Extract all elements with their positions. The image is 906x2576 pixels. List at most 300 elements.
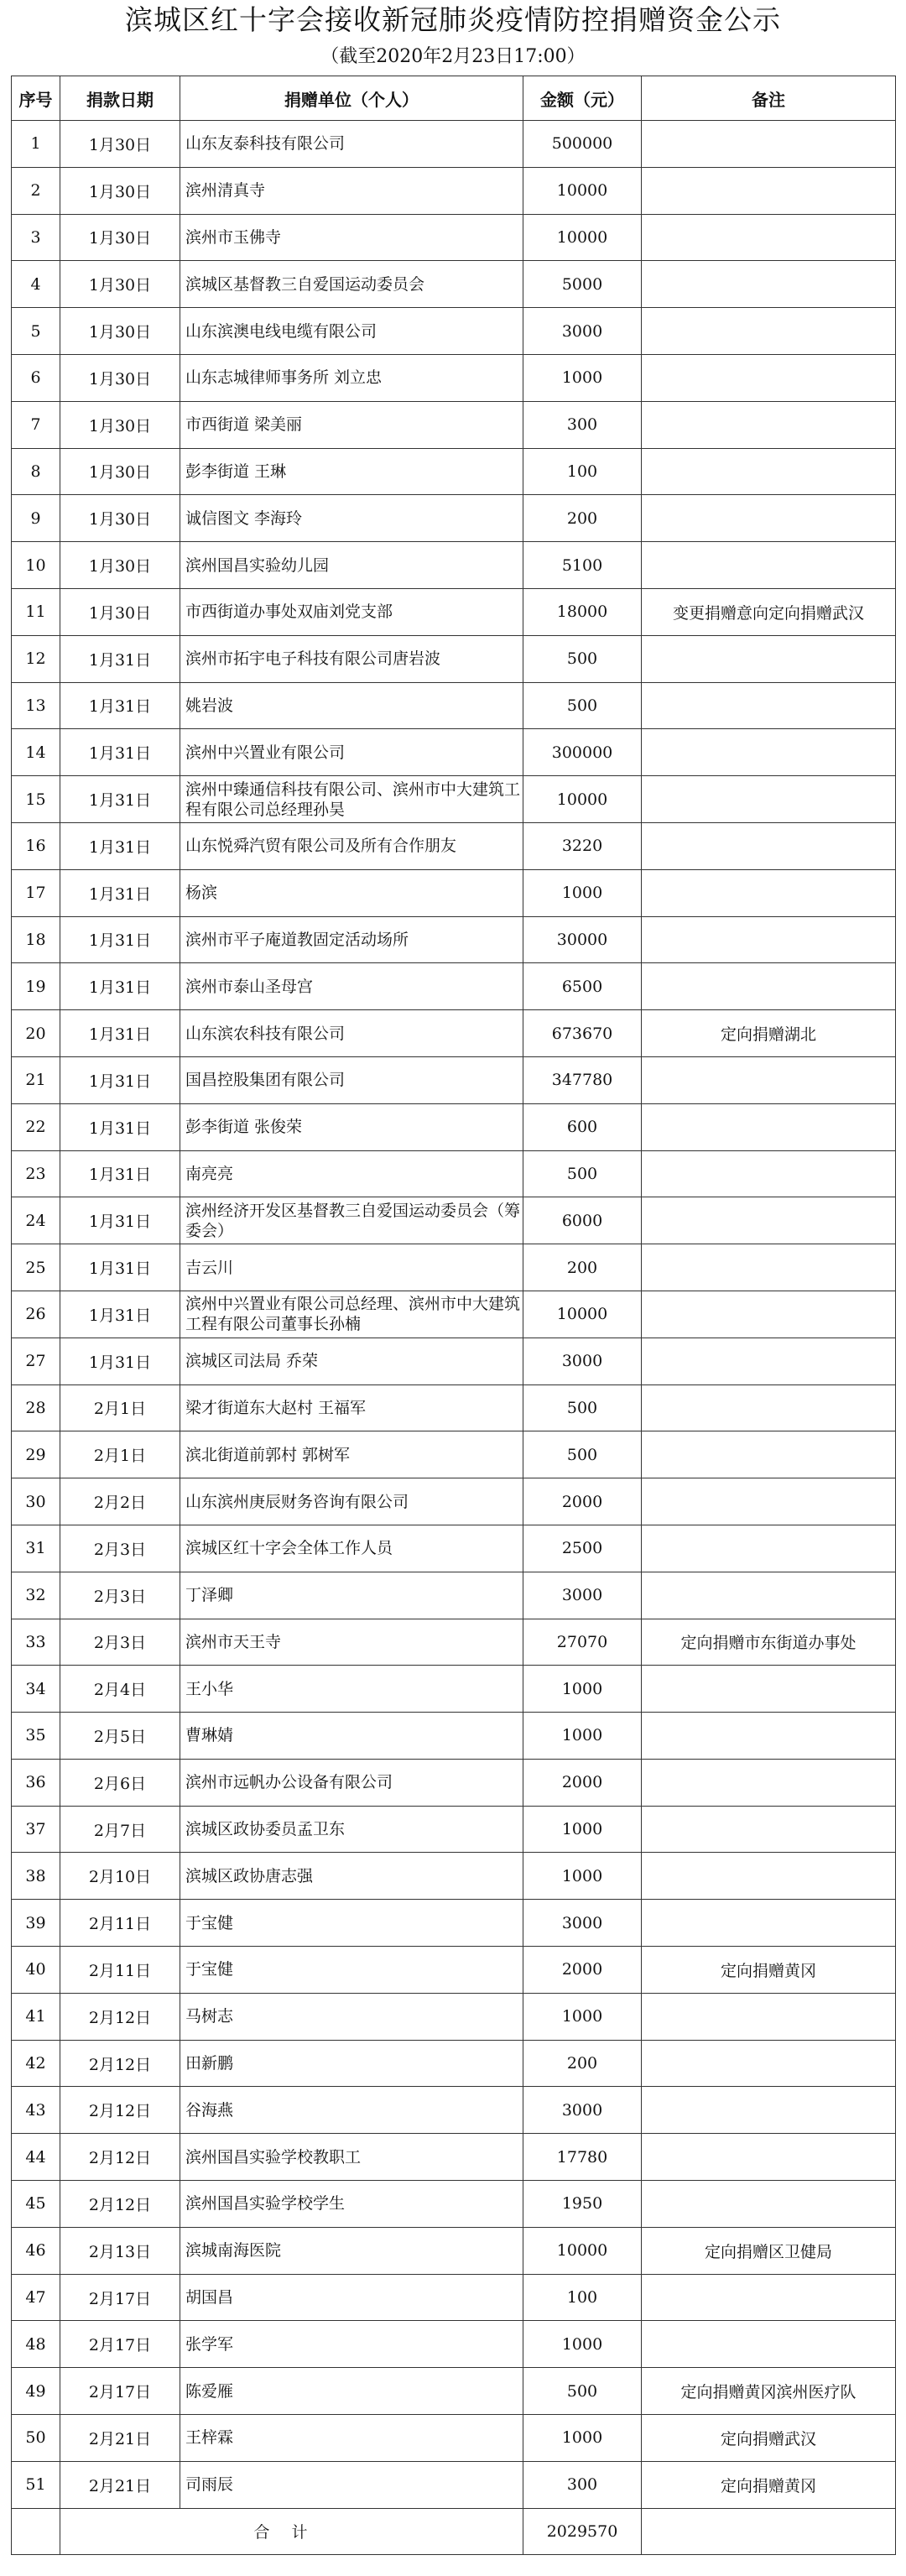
- cell-donor: 南亮亮: [180, 1150, 523, 1197]
- cell-donor: 滨州市玉佛寺: [180, 214, 523, 261]
- cell-amount: 2500: [523, 1525, 642, 1572]
- table-row: [12, 1619, 896, 1666]
- cell-amount: 200: [523, 495, 642, 542]
- table-row: [12, 2087, 896, 2134]
- cell-date: 1月30日: [60, 354, 180, 401]
- cell-donor: 马树志: [180, 1993, 523, 2040]
- cell-date: 2月17日: [60, 2274, 180, 2321]
- total-label: 合计: [60, 2508, 523, 2554]
- table-row: [12, 1197, 896, 1244]
- table-row: [12, 1244, 896, 1291]
- cell-no: 35: [12, 1713, 60, 1760]
- cell-no: 43: [12, 2087, 60, 2134]
- donation-table: [11, 76, 896, 2555]
- table-row: [12, 121, 896, 168]
- cell-date: 1月31日: [60, 869, 180, 916]
- cell-donor: 张学军: [180, 2321, 523, 2368]
- cell-no: 46: [12, 2227, 60, 2274]
- cell-note: [642, 822, 896, 869]
- cell-date: 2月21日: [60, 2415, 180, 2462]
- cell-donor: 吉云川: [180, 1244, 523, 1291]
- cell-date: 2月6日: [60, 1759, 180, 1806]
- cell-note: [642, 963, 896, 1010]
- cell-amount: 500: [523, 1431, 642, 1478]
- cell-note: 定向捐赠湖北: [642, 1010, 896, 1057]
- cell-date: 1月31日: [60, 1244, 180, 1291]
- cell-note: [642, 635, 896, 682]
- table-row: [12, 1759, 896, 1806]
- table-row: [12, 1478, 896, 1525]
- cell-amount: 200: [523, 1244, 642, 1291]
- cell-no: 44: [12, 2134, 60, 2181]
- cell-no: 32: [12, 1572, 60, 1619]
- table-row: [12, 2415, 896, 2462]
- cell-donor: 谷海燕: [180, 2087, 523, 2134]
- cell-amount: 2000: [523, 1947, 642, 1994]
- cell-no: 27: [12, 1338, 60, 1384]
- cell-no: 24: [12, 1197, 60, 1244]
- cell-amount: 500: [523, 1384, 642, 1431]
- cell-no: 3: [12, 214, 60, 261]
- cell-donor: 滨城南海医院: [180, 2227, 523, 2274]
- cell-note: 定向捐赠黄冈: [642, 1947, 896, 1994]
- cell-donor: 滨城区政协委员孟卫东: [180, 1806, 523, 1853]
- cell-note: [642, 1993, 896, 2040]
- cell-donor: 滨城区基督教三自爱国运动委员会: [180, 261, 523, 308]
- cell-date: 1月31日: [60, 1010, 180, 1057]
- cell-note: [642, 2321, 896, 2368]
- cell-date: 1月30日: [60, 542, 180, 589]
- cell-note: [642, 1853, 896, 1900]
- cell-note: [642, 448, 896, 495]
- cell-no: 31: [12, 1525, 60, 1572]
- table-row: [12, 354, 896, 401]
- cell-amount: 30000: [523, 916, 642, 963]
- table-row: [12, 2227, 896, 2274]
- cell-date: 2月12日: [60, 2181, 180, 2228]
- total-spacer: [12, 2508, 60, 2554]
- cell-amount: 500: [523, 682, 642, 729]
- cell-donor: 滨城区红十字会全体工作人员: [180, 1525, 523, 1572]
- cell-donor: 滨州市平子庵道教固定活动场所: [180, 916, 523, 963]
- cell-donor: 滨州国昌实验学校学生: [180, 2181, 523, 2228]
- cell-amount: 1000: [523, 1993, 642, 2040]
- cell-donor: 市西街道 梁美丽: [180, 401, 523, 448]
- cell-donor: 山东志城律师事务所 刘立忠: [180, 354, 523, 401]
- cell-note: [642, 214, 896, 261]
- cell-no: 9: [12, 495, 60, 542]
- cell-donor: 山东悦舜汽贸有限公司及所有合作朋友: [180, 822, 523, 869]
- cell-date: 2月21日: [60, 2461, 180, 2508]
- cell-date: 2月2日: [60, 1478, 180, 1525]
- cell-no: 17: [12, 869, 60, 916]
- cell-donor: 司雨辰: [180, 2461, 523, 2508]
- table-row: [12, 1431, 896, 1478]
- cell-donor: 胡国昌: [180, 2274, 523, 2321]
- table-row: [12, 1384, 896, 1431]
- cell-note: [642, 1056, 896, 1103]
- cell-amount: 200: [523, 2040, 642, 2087]
- cell-donor: 山东滨澳电线电缆有限公司: [180, 308, 523, 355]
- cell-no: 42: [12, 2040, 60, 2087]
- cell-date: 1月30日: [60, 167, 180, 214]
- cell-amount: 600: [523, 1103, 642, 1150]
- table-row: [12, 542, 896, 589]
- cell-note: 定向捐赠黄冈: [642, 2461, 896, 2508]
- cell-amount: 10000: [523, 167, 642, 214]
- header-amount: 金额（元）: [523, 76, 642, 121]
- cell-no: 19: [12, 963, 60, 1010]
- table-row: [12, 1291, 896, 1338]
- table-row: [12, 308, 896, 355]
- table-row: [12, 261, 896, 308]
- cell-no: 10: [12, 542, 60, 589]
- header-no: 序号: [12, 76, 60, 121]
- cell-donor: 滨州中臻通信科技有限公司、滨州市中大建筑工程有限公司总经理孙昊: [180, 776, 523, 823]
- table-row: [12, 869, 896, 916]
- cell-no: 37: [12, 1806, 60, 1853]
- cell-donor: 滨州市远帆办公设备有限公司: [180, 1759, 523, 1806]
- cell-note: [642, 1197, 896, 1244]
- table-row: [12, 448, 896, 495]
- cell-note: [642, 1150, 896, 1197]
- cell-no: 11: [12, 588, 60, 635]
- cell-no: 33: [12, 1619, 60, 1666]
- table-row: [12, 729, 896, 776]
- cell-date: 1月31日: [60, 1103, 180, 1150]
- cell-note: [642, 682, 896, 729]
- cell-donor: 山东滨州庚辰财务咨询有限公司: [180, 1478, 523, 1525]
- cell-note: [642, 916, 896, 963]
- cell-no: 6: [12, 354, 60, 401]
- cell-no: 2: [12, 167, 60, 214]
- cell-date: 2月3日: [60, 1619, 180, 1666]
- cell-date: 2月17日: [60, 2368, 180, 2415]
- table-row: [12, 2274, 896, 2321]
- cell-no: 8: [12, 448, 60, 495]
- table-row: [12, 822, 896, 869]
- table-row: [12, 2134, 896, 2181]
- cell-date: 1月31日: [60, 1197, 180, 1244]
- cell-amount: 2000: [523, 1478, 642, 1525]
- table-row: [12, 1806, 896, 1853]
- cell-no: 36: [12, 1759, 60, 1806]
- cell-amount: 100: [523, 2274, 642, 2321]
- cell-donor: 滨城区司法局 乔荣: [180, 1338, 523, 1384]
- cell-date: 1月31日: [60, 776, 180, 823]
- cell-no: 15: [12, 776, 60, 823]
- cell-date: 1月31日: [60, 963, 180, 1010]
- cell-no: 51: [12, 2461, 60, 2508]
- cell-note: [642, 1806, 896, 1853]
- cell-donor: 于宝健: [180, 1900, 523, 1947]
- table-row: [12, 916, 896, 963]
- cell-date: 1月31日: [60, 1338, 180, 1384]
- cell-date: 1月30日: [60, 214, 180, 261]
- cell-donor: 滨州市泰山圣母宫: [180, 963, 523, 1010]
- cell-date: 1月31日: [60, 729, 180, 776]
- cell-donor: 姚岩波: [180, 682, 523, 729]
- cell-amount: 3000: [523, 1572, 642, 1619]
- table-row: [12, 2321, 896, 2368]
- cell-note: [642, 261, 896, 308]
- cell-amount: 10000: [523, 2227, 642, 2274]
- cell-note: [642, 729, 896, 776]
- cell-date: 2月12日: [60, 1993, 180, 2040]
- cell-date: 1月30日: [60, 261, 180, 308]
- cell-donor: 丁泽卿: [180, 1572, 523, 1619]
- cell-date: 2月17日: [60, 2321, 180, 2368]
- cell-amount: 3220: [523, 822, 642, 869]
- cell-no: 29: [12, 1431, 60, 1478]
- cell-donor: 田新鹏: [180, 2040, 523, 2087]
- cell-date: 1月31日: [60, 1291, 180, 1338]
- cell-no: 16: [12, 822, 60, 869]
- cell-date: 2月12日: [60, 2087, 180, 2134]
- table-row: [12, 2461, 896, 2508]
- cell-date: 1月30日: [60, 448, 180, 495]
- cell-no: 48: [12, 2321, 60, 2368]
- table-row: [12, 1572, 896, 1619]
- cell-no: 1: [12, 121, 60, 168]
- cell-date: 2月12日: [60, 2040, 180, 2087]
- cell-amount: 500: [523, 635, 642, 682]
- cell-date: 1月31日: [60, 682, 180, 729]
- total-note: [642, 2508, 896, 2554]
- cell-no: 21: [12, 1056, 60, 1103]
- cell-no: 39: [12, 1900, 60, 1947]
- cell-no: 13: [12, 682, 60, 729]
- cell-date: 1月31日: [60, 1150, 180, 1197]
- cell-amount: 500: [523, 2368, 642, 2415]
- table-row: [12, 1525, 896, 1572]
- table-row: [12, 401, 896, 448]
- cell-donor: 滨州清真寺: [180, 167, 523, 214]
- cell-amount: 6500: [523, 963, 642, 1010]
- cell-no: 4: [12, 261, 60, 308]
- cell-no: 41: [12, 1993, 60, 2040]
- cell-amount: 1000: [523, 1806, 642, 1853]
- cell-donor: 杨滨: [180, 869, 523, 916]
- cell-no: 12: [12, 635, 60, 682]
- cell-date: 2月1日: [60, 1384, 180, 1431]
- cell-donor: 彭李街道 王琳: [180, 448, 523, 495]
- cell-amount: 27070: [523, 1619, 642, 1666]
- cell-date: 1月31日: [60, 822, 180, 869]
- cell-note: [642, 121, 896, 168]
- cell-date: 1月30日: [60, 495, 180, 542]
- cell-amount: 347780: [523, 1056, 642, 1103]
- cell-amount: 500000: [523, 121, 642, 168]
- cell-amount: 1000: [523, 2415, 642, 2462]
- cell-note: [642, 869, 896, 916]
- cell-note: [642, 542, 896, 589]
- cell-amount: 1000: [523, 869, 642, 916]
- cell-donor: 滨州中兴置业有限公司: [180, 729, 523, 776]
- cell-date: 2月5日: [60, 1713, 180, 1760]
- table-row: [12, 1338, 896, 1384]
- cell-date: 2月13日: [60, 2227, 180, 2274]
- cell-note: [642, 2274, 896, 2321]
- cell-note: [642, 2134, 896, 2181]
- table-row: [12, 1947, 896, 1994]
- cell-no: 50: [12, 2415, 60, 2462]
- cell-date: 1月30日: [60, 588, 180, 635]
- cell-date: 1月31日: [60, 635, 180, 682]
- cell-no: 5: [12, 308, 60, 355]
- table-row: [12, 2040, 896, 2087]
- cell-amount: 1000: [523, 1666, 642, 1713]
- cell-donor: 于宝健: [180, 1947, 523, 1994]
- cell-date: 1月30日: [60, 308, 180, 355]
- cell-donor: 梁才街道东大赵村 王福军: [180, 1384, 523, 1431]
- cell-donor: 山东滨农科技有限公司: [180, 1010, 523, 1057]
- cell-note: 定向捐赠黄冈滨州医疗队: [642, 2368, 896, 2415]
- cell-note: [642, 1900, 896, 1947]
- cell-donor: 滨州国昌实验学校教职工: [180, 2134, 523, 2181]
- cell-amount: 5100: [523, 542, 642, 589]
- cell-donor: 王梓霖: [180, 2415, 523, 2462]
- cell-date: 1月31日: [60, 1056, 180, 1103]
- cell-note: 定向捐赠市东街道办事处: [642, 1619, 896, 1666]
- cell-amount: 10000: [523, 1291, 642, 1338]
- cell-donor: 滨州市拓宇电子科技有限公司唐岩波: [180, 635, 523, 682]
- cell-note: [642, 1478, 896, 1525]
- cell-date: 1月31日: [60, 916, 180, 963]
- cell-note: [642, 1384, 896, 1431]
- table-row: [12, 1713, 896, 1760]
- cell-donor: 王小华: [180, 1666, 523, 1713]
- cell-amount: 1000: [523, 2321, 642, 2368]
- cell-note: [642, 1338, 896, 1384]
- cell-note: [642, 308, 896, 355]
- cell-no: 14: [12, 729, 60, 776]
- total-amount: 2029570: [523, 2508, 642, 2554]
- cell-date: 2月7日: [60, 1806, 180, 1853]
- cell-amount: 673670: [523, 1010, 642, 1057]
- cell-donor: 滨城区政协唐志强: [180, 1853, 523, 1900]
- cell-no: 45: [12, 2181, 60, 2228]
- cell-no: 23: [12, 1150, 60, 1197]
- table-row: [12, 963, 896, 1010]
- cell-amount: 1950: [523, 2181, 642, 2228]
- table-row: [12, 2181, 896, 2228]
- cell-no: 49: [12, 2368, 60, 2415]
- cell-note: [642, 1525, 896, 1572]
- table-row: [12, 1150, 896, 1197]
- cell-amount: 6000: [523, 1197, 642, 1244]
- cell-donor: 彭李街道 张俊荣: [180, 1103, 523, 1150]
- page-subtitle: （截至2020年2月23日17:00）: [320, 46, 586, 67]
- cell-note: 定向捐赠武汉: [642, 2415, 896, 2462]
- cell-date: 2月4日: [60, 1666, 180, 1713]
- cell-date: 1月30日: [60, 401, 180, 448]
- table-row: [12, 1900, 896, 1947]
- table-row: [12, 635, 896, 682]
- cell-donor: 诚信图文 李海玲: [180, 495, 523, 542]
- cell-note: [642, 1713, 896, 1760]
- header-note: 备注: [642, 76, 896, 121]
- cell-amount: 500: [523, 1150, 642, 1197]
- table-row: [12, 1010, 896, 1057]
- cell-no: 28: [12, 1384, 60, 1431]
- cell-note: [642, 2040, 896, 2087]
- cell-note: [642, 776, 896, 823]
- cell-note: 定向捐赠区卫健局: [642, 2227, 896, 2274]
- cell-date: 2月11日: [60, 1947, 180, 1994]
- cell-donor: 滨州经济开发区基督教三自爱国运动委员会（筹委会）: [180, 1197, 523, 1244]
- cell-donor: 滨州国昌实验幼儿园: [180, 542, 523, 589]
- cell-amount: 3000: [523, 308, 642, 355]
- cell-note: [642, 354, 896, 401]
- cell-donor: 市西街道办事处双庙刘党支部: [180, 588, 523, 635]
- table-row: [12, 1993, 896, 2040]
- table-row: [12, 214, 896, 261]
- cell-amount: 1000: [523, 354, 642, 401]
- cell-note: [642, 2087, 896, 2134]
- cell-amount: 100: [523, 448, 642, 495]
- cell-date: 2月12日: [60, 2134, 180, 2181]
- table-row: [12, 1056, 896, 1103]
- table-row: [12, 588, 896, 635]
- cell-amount: 3000: [523, 2087, 642, 2134]
- cell-no: 20: [12, 1010, 60, 1057]
- cell-note: [642, 2181, 896, 2228]
- cell-amount: 300: [523, 401, 642, 448]
- cell-no: 34: [12, 1666, 60, 1713]
- cell-note: [642, 401, 896, 448]
- table-row: [12, 1103, 896, 1150]
- cell-no: 22: [12, 1103, 60, 1150]
- header-date: 捐款日期: [60, 76, 180, 121]
- total-row: [12, 2508, 896, 2554]
- cell-donor: 国昌控股集团有限公司: [180, 1056, 523, 1103]
- cell-donor: 滨州市天王寺: [180, 1619, 523, 1666]
- cell-amount: 3000: [523, 1338, 642, 1384]
- cell-amount: 18000: [523, 588, 642, 635]
- cell-amount: 300000: [523, 729, 642, 776]
- cell-note: [642, 495, 896, 542]
- table-row: [12, 2368, 896, 2415]
- cell-donor: 滨州中兴置业有限公司总经理、滨州市中大建筑工程有限公司董事长孙楠: [180, 1291, 523, 1338]
- cell-note: [642, 1103, 896, 1150]
- cell-amount: 1000: [523, 1713, 642, 1760]
- cell-note: [642, 1572, 896, 1619]
- table-header-row: [12, 76, 896, 121]
- cell-amount: 10000: [523, 214, 642, 261]
- cell-no: 26: [12, 1291, 60, 1338]
- cell-amount: 10000: [523, 776, 642, 823]
- cell-date: 2月1日: [60, 1431, 180, 1478]
- table-row: [12, 167, 896, 214]
- page-title: 滨城区红十字会接收新冠肺炎疫情防控捐赠资金公示: [125, 3, 781, 36]
- cell-no: 7: [12, 401, 60, 448]
- cell-no: 30: [12, 1478, 60, 1525]
- table-row: [12, 682, 896, 729]
- cell-donor: 曹琳婧: [180, 1713, 523, 1760]
- cell-note: [642, 1291, 896, 1338]
- cell-no: 47: [12, 2274, 60, 2321]
- header-donor: 捐赠单位（个人）: [180, 76, 523, 121]
- cell-date: 2月3日: [60, 1572, 180, 1619]
- cell-note: [642, 1666, 896, 1713]
- cell-no: 18: [12, 916, 60, 963]
- cell-note: [642, 167, 896, 214]
- table-body: [12, 121, 896, 2509]
- cell-date: 2月10日: [60, 1853, 180, 1900]
- cell-note: [642, 1431, 896, 1478]
- cell-amount: 1000: [523, 1853, 642, 1900]
